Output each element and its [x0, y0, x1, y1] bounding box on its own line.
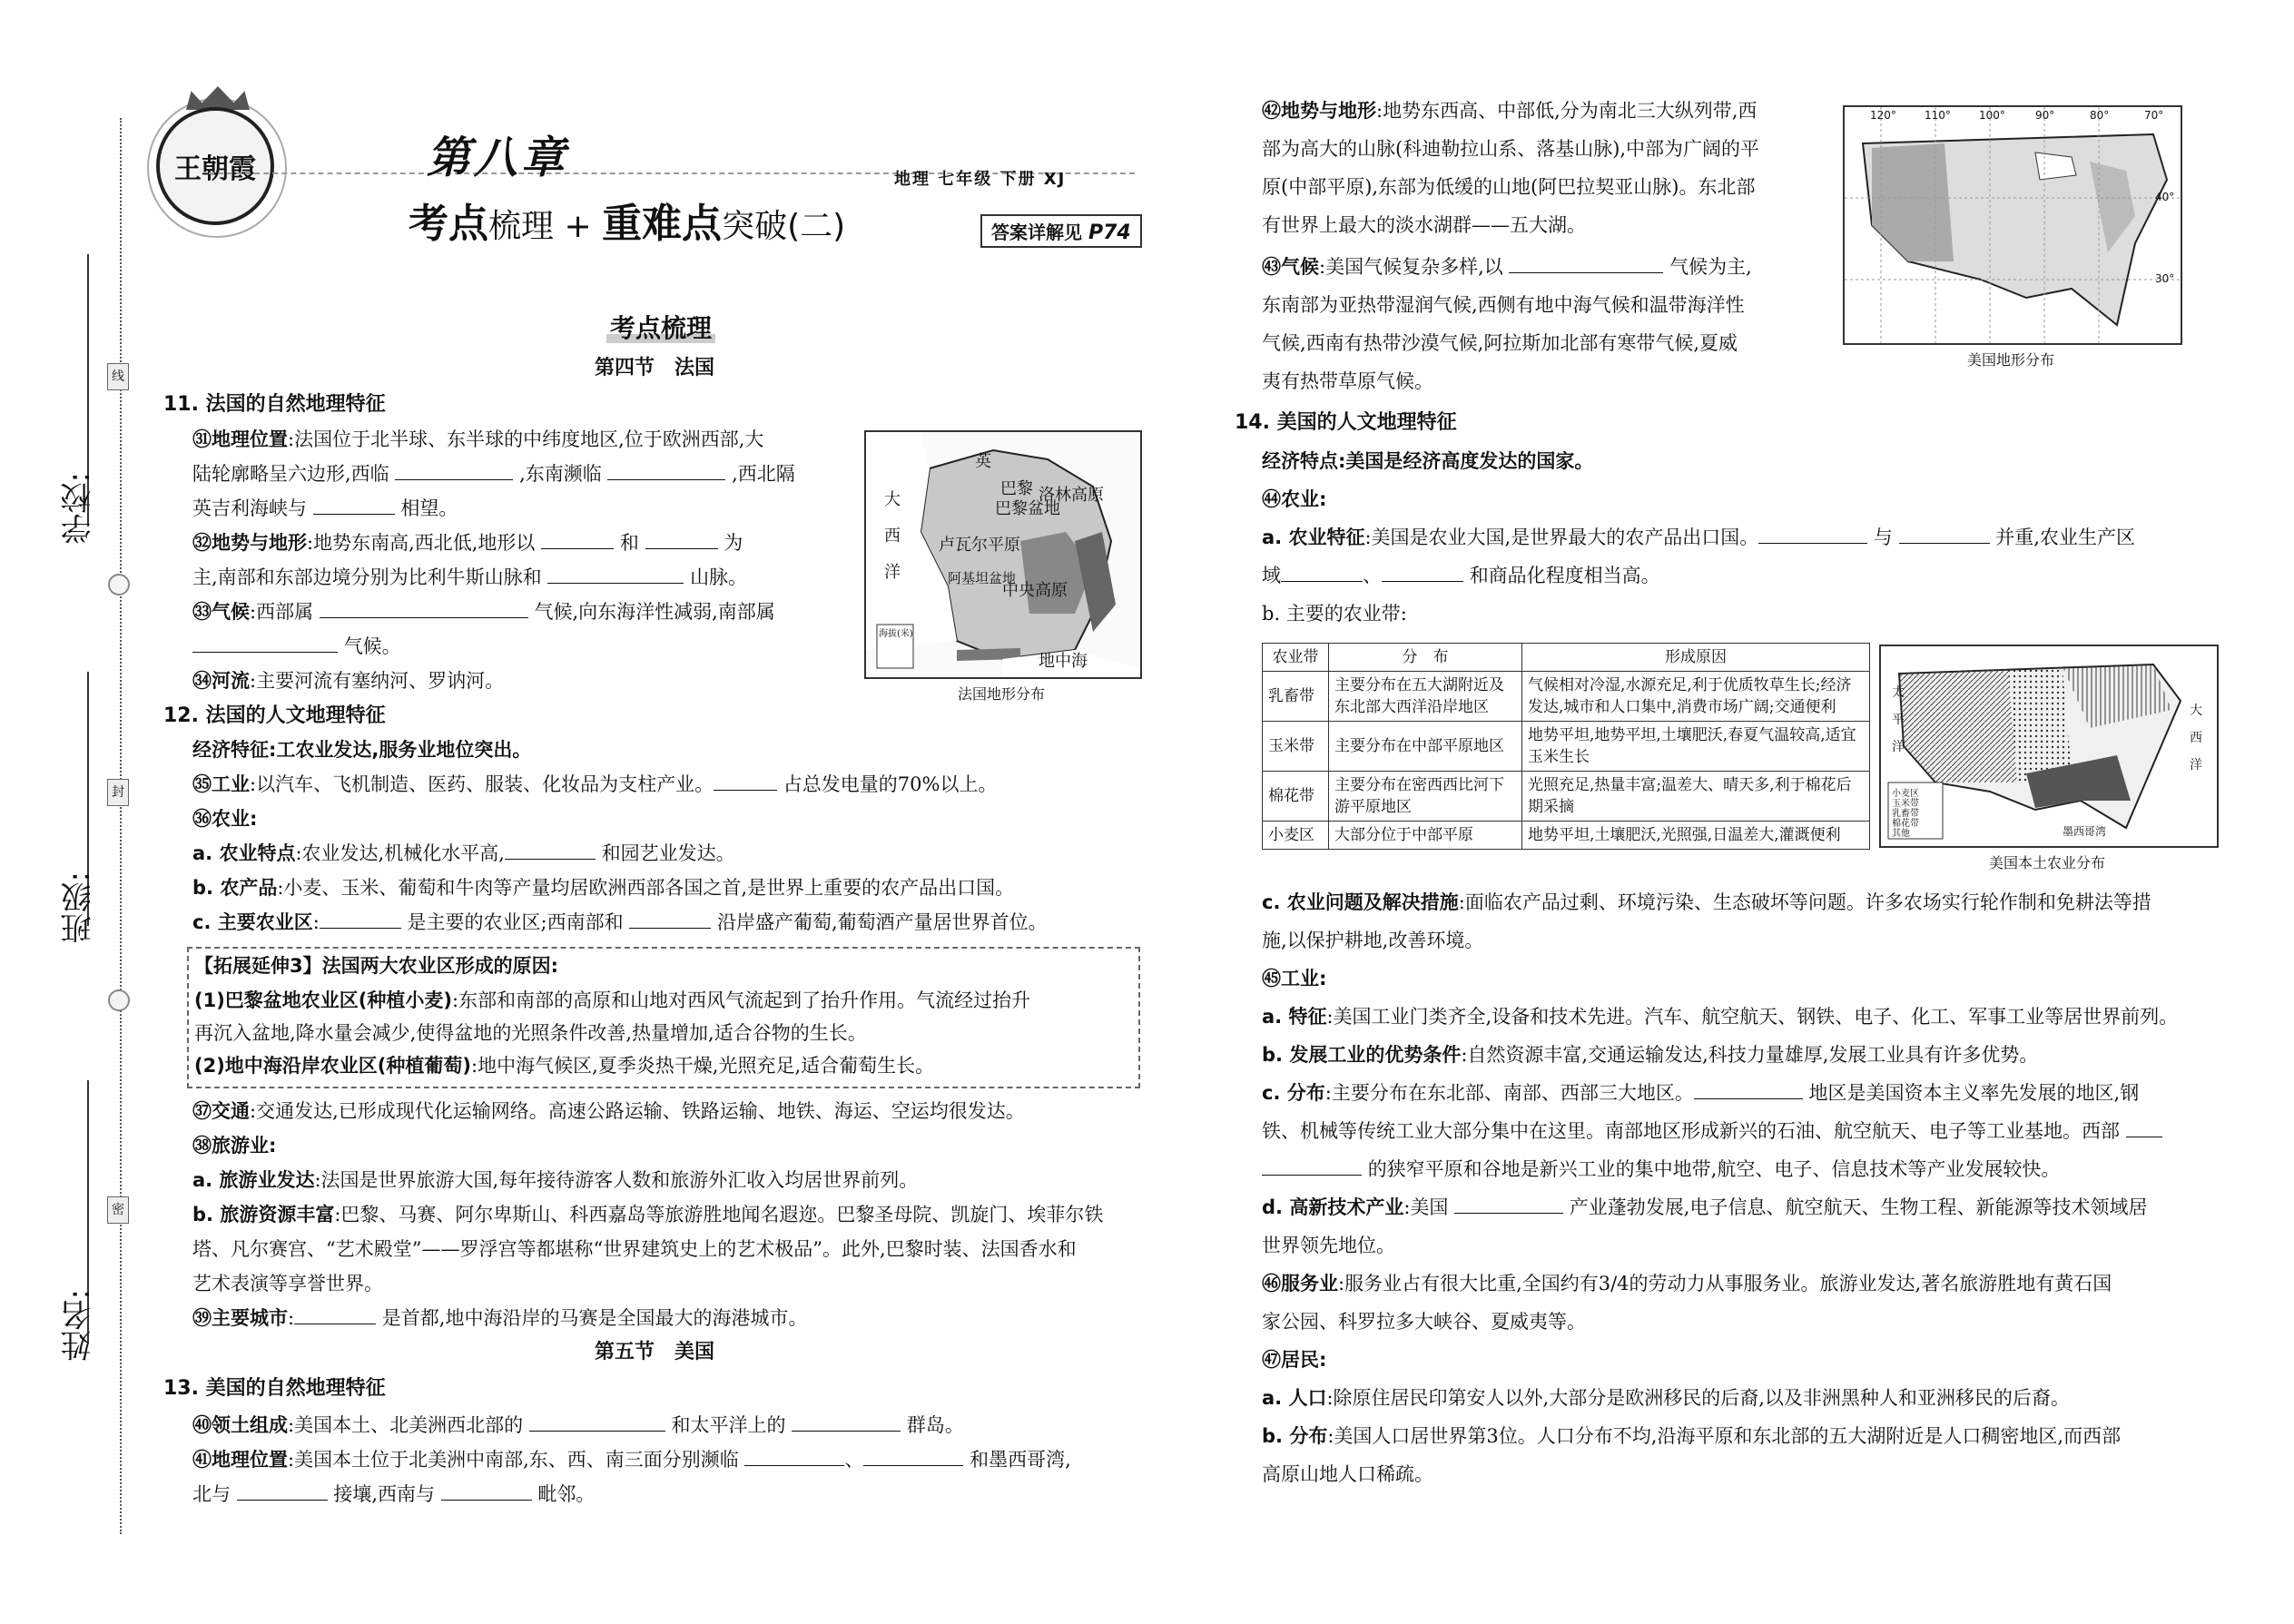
- subtitle-part: 重难点: [602, 201, 723, 247]
- text: 气候,向东海洋性减弱,南部属: [534, 601, 775, 623]
- map-legend: 小麦区: [1892, 789, 1919, 799]
- map-label: 墨西哥湾: [2063, 825, 2107, 838]
- term: c. 农业问题及解决措施: [1262, 891, 1459, 913]
- text: 沿岸盛产葡萄,葡萄酒产量居世界首位。: [716, 911, 1048, 933]
- text-line: [1262, 1042, 2038, 1068]
- term: ㊵领土组成: [192, 1414, 288, 1436]
- name-label: 姓名:: [61, 1289, 97, 1362]
- text-line: [192, 530, 743, 556]
- text: :西部属: [250, 601, 314, 623]
- text: :农业发达,机械化水平高,: [295, 842, 505, 864]
- text-line: [192, 565, 747, 590]
- map-label: 大: [884, 490, 901, 509]
- table-row: [1263, 722, 1870, 772]
- map-legend: 海拔(米): [879, 629, 913, 639]
- text-line: [192, 461, 795, 487]
- text-line: [1262, 563, 1660, 588]
- answer-blank[interactable]: [1382, 563, 1463, 582]
- answer-blank[interactable]: [1281, 563, 1363, 582]
- text-line: ㊼居民:: [1262, 1349, 1327, 1371]
- text: :美国人口居世界第3位。人口分布不均,沿海平原和东北部的五大湖附近是人口稠密地区,而西部: [1327, 1425, 2122, 1447]
- answer-blank[interactable]: [395, 461, 513, 480]
- term: ㊴主要城市: [192, 1307, 288, 1329]
- question-heading: 12. 法国的人文地理特征: [163, 704, 386, 727]
- text: :服务业占有很大比重,全国约有3/4的劳动力从事服务业。旅游业发达,著名旅游胜地有黄石国: [1338, 1273, 2112, 1294]
- text-line: [192, 1305, 807, 1331]
- text: :美国是农业大国,是世界最大的农产品出口国。: [1364, 527, 1759, 548]
- text-line: [192, 1167, 918, 1193]
- section-title: 考点梳理: [610, 309, 712, 345]
- term: a. 旅游业发达: [192, 1169, 315, 1191]
- france-terrain-map: [864, 430, 1142, 679]
- text: :: [312, 911, 320, 933]
- term: ㉟工业: [192, 773, 250, 795]
- answer-blank[interactable]: [1758, 525, 1867, 544]
- text-line: [1262, 1080, 2139, 1106]
- text: 的狭窄平原和谷地是新兴工业的集中地带,航空、电子、信息技术等产业发展较快。: [1367, 1158, 2061, 1180]
- text-line: [1262, 1195, 2147, 1220]
- answer-blank[interactable]: [645, 530, 718, 549]
- text-line: [194, 1053, 934, 1078]
- belt-distribution: 主要分布在中部平原地区: [1329, 722, 1522, 772]
- text: 和墨西哥湾,: [970, 1449, 1071, 1471]
- term: a. 农业特征: [1262, 527, 1365, 548]
- answer-blank[interactable]: [320, 910, 401, 929]
- text: :东部和南部的高原和山地对西风气流起到了抬升作用。气流经过抬升: [452, 989, 1031, 1011]
- text-line: [192, 668, 504, 694]
- text: 和太平洋上的: [671, 1414, 786, 1436]
- text: :面临农产品过剩、环境污染、生态破坏等问题。许多农场实行轮作制和免耕法等措: [1458, 891, 2151, 913]
- text: 与: [1873, 527, 1893, 548]
- term: ㊸气候: [1262, 256, 1319, 278]
- table-row: [1263, 772, 1870, 822]
- term: b. 农产品: [192, 877, 278, 899]
- answer-blank[interactable]: [547, 565, 684, 584]
- text-line: [192, 496, 458, 521]
- map-label: 西: [2190, 731, 2202, 745]
- answer-blank[interactable]: [629, 910, 711, 929]
- answer-blank[interactable]: [294, 1305, 376, 1324]
- map-label: 洋: [1892, 740, 1905, 754]
- map-label: 太: [1892, 685, 1905, 700]
- text: 山脉。: [690, 566, 748, 588]
- text: 、: [844, 1449, 864, 1471]
- term: c. 分布: [1262, 1082, 1325, 1104]
- text: 和: [619, 532, 639, 554]
- table-header: 形成原因: [1522, 644, 1870, 672]
- answer-blank[interactable]: [792, 1412, 901, 1432]
- text: :交通发达,已形成现代化运输网络。高速公路运输、铁路运输、地铁、海运、空运均很发达。: [250, 1100, 1025, 1122]
- map-label: 洋: [884, 563, 901, 582]
- class-label: 班级:: [61, 871, 97, 944]
- text: :地势东西高、中部低,分为南北三大纵列带,西: [1376, 100, 1757, 122]
- question-heading: 13. 美国的自然地理特征: [163, 1377, 386, 1400]
- term: a. 人口: [1262, 1387, 1327, 1409]
- answer-blank[interactable]: [1262, 1156, 1362, 1176]
- belt-name: 玉米带: [1263, 722, 1329, 772]
- lat-label: 30°: [2155, 272, 2175, 285]
- text: 并重,农业生产区: [1995, 527, 2135, 548]
- seal-mark-seal: 封: [107, 779, 129, 806]
- text: :法国是世界旅游大国,每年接待游客人数和旅游外汇收入均居世界前列。: [314, 1169, 919, 1191]
- map-legend: 棉花带: [1892, 819, 1919, 829]
- text: 占总发电量的70%以上。: [783, 773, 998, 795]
- term: b. 分布: [1262, 1425, 1328, 1447]
- text-line: 高原山地人口稀疏。: [1262, 1463, 1433, 1485]
- lon-label: 110°: [1925, 109, 1951, 122]
- text: ,东南濒临: [519, 463, 602, 485]
- lon-label: 120°: [1870, 109, 1896, 122]
- chapter-title: 第八章: [427, 133, 569, 183]
- text-line: 经济特征:工农业发达,服务业地位突出。: [192, 739, 532, 761]
- text-line: 再沉入盆地,降水量会减少,使得盆地的光照条件改善,热量增加,适合谷物的生长。: [194, 1022, 867, 1044]
- text: 毗邻。: [537, 1483, 596, 1505]
- text-line: 原(中部平原),东部为低缓的山地(阿巴拉契亚山脉)。东北部: [1262, 176, 1756, 198]
- text-line: [1262, 525, 2135, 550]
- text: 群岛。: [906, 1414, 964, 1436]
- text-line: 夷有热带草原气候。: [1262, 370, 1433, 392]
- text-line: [1262, 1118, 2162, 1144]
- belt-name: 小麦区: [1263, 822, 1329, 850]
- term: ㉞河流: [192, 670, 250, 692]
- text: 和园艺业发达。: [601, 842, 735, 864]
- grade-info: 地理 七年级 下册 XJ: [894, 170, 1067, 189]
- text-line: [1262, 1385, 2070, 1411]
- text: 接壤,西南与: [333, 1483, 436, 1505]
- text-line: b. 主要的农业带:: [1262, 603, 1407, 625]
- text: :法国位于北半球、东半球的中纬度地区,位于欧洲西部,大: [288, 428, 764, 450]
- text: :以汽车、飞机制造、医药、服装、化妆品为支柱产业。: [250, 773, 714, 795]
- term: ㉜地势与地形: [192, 532, 307, 554]
- text: 铁、机械等传统工业大部分集中在这里。南部地区形成新兴的石油、航空航天、电子等工业基地。西部: [1262, 1120, 2120, 1142]
- text: :美国本土、北美洲西北部的: [288, 1414, 524, 1436]
- answer-blank[interactable]: [320, 599, 528, 618]
- text-line: [192, 841, 735, 866]
- text-line: [1262, 1271, 2112, 1296]
- text-line: [1262, 1156, 2060, 1182]
- text: :美国本土位于北美洲中南部,东、西、南三面分别濒临: [288, 1449, 739, 1471]
- text: :美国气候复杂多样,以: [1319, 256, 1503, 278]
- text: 相望。: [400, 497, 458, 519]
- subtitle-part: 梳理 +: [488, 208, 603, 245]
- term: ㊲交通: [192, 1100, 250, 1122]
- answer-blank[interactable]: [505, 841, 596, 860]
- text-line: [192, 634, 401, 659]
- us-map-graphic: [1845, 107, 2181, 343]
- question-heading: 11. 法国的自然地理特征: [163, 393, 386, 416]
- text-line: 东南部为亚热带湿润气候,西侧有地中海气候和温带海洋性: [1262, 294, 1745, 316]
- extension-title: 【拓展延伸3】法国两大农业区形成的原因:: [194, 955, 559, 977]
- text-line: [1262, 1423, 2121, 1449]
- text: :美国工业门类齐全,设备和技术先进。汽车、航空航天、钢铁、电子、化工、军事工业等居世界前列。: [1326, 1006, 2179, 1028]
- subsection-title: 第四节 法国: [595, 357, 715, 379]
- text: 和商品化程度相当高。: [1469, 565, 1660, 586]
- lon-label: 80°: [2090, 109, 2110, 122]
- answer-blank[interactable]: [863, 1447, 963, 1466]
- term: a. 特征: [1262, 1006, 1327, 1028]
- text-line: ㊺工业:: [1262, 968, 1327, 989]
- text-line: 艺术表演等享誉世界。: [192, 1273, 383, 1294]
- school-label: 学校:: [61, 472, 97, 545]
- seal-mark-line: 线: [107, 363, 129, 390]
- text-line: [194, 988, 1030, 1013]
- text-line: [192, 910, 1048, 935]
- subsection-title: 第五节 美国: [595, 1341, 715, 1363]
- answer-blank[interactable]: [607, 461, 725, 480]
- text: 为: [724, 532, 743, 554]
- us-ag-map-graphic: [1881, 646, 2217, 846]
- map-label: 阿基坦盆地: [948, 570, 1017, 586]
- text: 地区是美国资本主义率先发展的地区,钢: [1808, 1082, 2140, 1104]
- term: a. 农业特点: [192, 842, 296, 864]
- text: 北与: [192, 1483, 231, 1505]
- lon-label: 90°: [2035, 109, 2055, 122]
- text: 、: [1363, 565, 1382, 586]
- text: :地中海气候区,夏季炎热干燥,光照充足,适合葡萄生长。: [471, 1055, 935, 1077]
- text-line: [192, 1412, 964, 1438]
- binding-hole: [108, 989, 130, 1011]
- subtitle-part: 考点: [409, 201, 488, 247]
- text: 陆轮廓略呈六边形,西临: [192, 463, 389, 485]
- text-line: 施,以保护耕地,改善环境。: [1262, 930, 1484, 951]
- lat-label: 40°: [2155, 191, 2175, 203]
- text: 是主要的农业区;西南部和: [407, 911, 624, 933]
- binding-strip: [0, 0, 136, 1624]
- belt-reason: 地势平坦,地势平坦,土壤肥沃,春夏气温较高,适宜玉米生长: [1522, 722, 1870, 772]
- text-line: [192, 599, 775, 625]
- map-label: 大: [2190, 704, 2202, 718]
- answer-blank[interactable]: [313, 496, 395, 515]
- table-row: [1263, 672, 1870, 722]
- seal-mark-secret: 密: [107, 1196, 129, 1224]
- term: c. 主要农业区: [192, 911, 313, 933]
- text-line: ㊹农业:: [1262, 488, 1327, 510]
- answer-blank[interactable]: [441, 1481, 532, 1501]
- belt-name: 乳畜带: [1263, 672, 1329, 722]
- us-terrain-map: [1843, 105, 2182, 345]
- text-line: [192, 1098, 1025, 1124]
- answer-page: P74: [1088, 221, 1131, 244]
- text: 英吉利海峡与: [192, 497, 307, 519]
- cut-line: [120, 118, 122, 1534]
- term: b. 发展工业的优势条件: [1262, 1044, 1462, 1066]
- text-line: 部为高大的山脉(科迪勒拉山系、落基山脉),中部为广阔的平: [1262, 138, 1760, 160]
- answer-blank[interactable]: [192, 634, 338, 653]
- term: ㊶地理位置: [192, 1449, 288, 1471]
- term: ㊷地势与地形: [1262, 100, 1376, 122]
- table-row: [1263, 822, 1870, 850]
- belt-distribution: 主要分布在密西西比河下游平原地区: [1329, 772, 1522, 822]
- text: 产业蓬勃发展,电子信息、航空航天、生物工程、新能源等技术领域居: [1569, 1196, 2148, 1218]
- answer-blank[interactable]: [1454, 1195, 1563, 1214]
- text-line: [192, 875, 1014, 901]
- belt-reason: 光照充足,热量丰富;温差大、晴天多,利于棉花后期采摘: [1522, 772, 1870, 822]
- map-caption: 美国地形分布: [1966, 351, 2054, 369]
- page-subtitle: [409, 191, 845, 249]
- term: ㉛地理位置: [192, 428, 288, 450]
- text-line: 塔、凡尔赛宫、“艺术殿堂”——罗浮宫等都堪称“世界建筑史上的艺术极品”。此外,巴黎时装、法国香水和: [192, 1238, 1077, 1260]
- map-label: 平: [1892, 713, 1905, 727]
- text: 主,南部和东部边境分别为比利牛斯山脉和: [192, 566, 542, 588]
- map-label: 西: [884, 527, 901, 546]
- text-line: [1262, 98, 1757, 123]
- text-line: [192, 1202, 1103, 1227]
- text: :小麦、玉米、葡萄和牛肉等产量均居欧洲西部各国之首,是世界上重要的农产品出口国。: [277, 877, 1015, 899]
- answer-blank[interactable]: [541, 530, 614, 549]
- text-line: 气候,西南有热带沙漠气候,阿拉斯加北部有寒带气候,夏威: [1262, 332, 1738, 354]
- text: :巴黎、马赛、阿尔卑斯山、科西嘉岛等旅游胜地闻名遐迩。巴黎圣母院、凯旋门、埃菲尔铁: [334, 1204, 1104, 1225]
- text-line: [192, 1447, 1071, 1472]
- map-label: 英: [975, 452, 991, 471]
- table-header-row: [1263, 644, 1870, 672]
- answer-blank[interactable]: [2126, 1118, 2162, 1137]
- map-label: 卢瓦尔平原: [939, 536, 1020, 555]
- map-label: 地中海: [1039, 652, 1088, 671]
- map-label: 巴黎: [1000, 479, 1033, 498]
- table-header: 分 布: [1329, 644, 1522, 672]
- text: 域: [1262, 565, 1281, 586]
- text-line: [192, 772, 997, 797]
- answer-blank[interactable]: [1899, 525, 1990, 544]
- answer-blank[interactable]: [714, 772, 777, 791]
- question-heading: 14. 美国的人文地理特征: [1235, 411, 1457, 434]
- text: :美国: [1403, 1196, 1449, 1218]
- answer-blank[interactable]: [744, 1447, 844, 1466]
- answer-blank[interactable]: [237, 1481, 328, 1501]
- subtitle-part: 突破(二): [722, 208, 846, 245]
- text-line: [192, 427, 763, 452]
- text: 是首都,地中海沿岸的马赛是全国最大的海港城市。: [381, 1307, 808, 1329]
- term: (1)巴黎盆地农业区(种植小麦): [194, 989, 453, 1011]
- text-line: [1262, 254, 1752, 280]
- text-line: [1262, 1004, 2178, 1029]
- map-label: 巴黎盆地: [995, 499, 1060, 518]
- map-legend: 玉米带: [1892, 799, 1919, 809]
- answer-blank[interactable]: [529, 1412, 665, 1432]
- us-agriculture-map: [1879, 645, 2219, 848]
- answer-blank[interactable]: [1509, 254, 1663, 273]
- map-label: 洛林高原: [1039, 486, 1104, 505]
- text: :除原住居民印第安人以外,大部分是欧洲移民的后裔,以及非洲黑种人和亚洲移民的后裔。: [1326, 1387, 2070, 1409]
- farming-belt-table: [1262, 643, 1870, 850]
- term: ㊻服务业: [1262, 1273, 1338, 1294]
- text: :自然资源丰富,交通运输发达,科技力量雄厚,发展工业具有许多优势。: [1461, 1044, 2039, 1066]
- answer-reference: [980, 214, 1142, 248]
- map-caption: 美国本土农业分布: [1988, 854, 2105, 871]
- belt-distribution: 主要分布在五大湖附近及东北部大西洋沿岸地区: [1329, 672, 1522, 722]
- belt-reason: 地势平坦,土壤肥沃,光照强,日温差大,灌溉便利: [1522, 822, 1870, 850]
- term: (2)地中海沿岸农业区(种植葡萄): [194, 1055, 472, 1077]
- term: ㉝气候: [192, 601, 250, 623]
- text-line: ㊱农业:: [192, 808, 258, 830]
- text-line: [1262, 890, 2151, 915]
- text: ,西北隔: [732, 463, 795, 485]
- text: 气候。: [343, 635, 401, 657]
- lon-label: 70°: [2144, 109, 2164, 122]
- publisher-logo: 王朝霞: [156, 107, 274, 225]
- text: :地势东南高,西北低,地形以: [307, 532, 536, 554]
- map-caption: 法国地形分布: [957, 685, 1045, 703]
- binding-hole: [108, 574, 130, 595]
- map-label: 洋: [2190, 758, 2202, 773]
- answer-prefix: 答案详解见: [991, 221, 1082, 243]
- text-line: 世界领先地位。: [1262, 1235, 1395, 1256]
- belt-distribution: 大部分位于中部平原: [1329, 822, 1522, 850]
- text-line: ㊳旅游业:: [192, 1135, 277, 1156]
- map-label: 中央高原: [1002, 581, 1068, 600]
- text-line: 有世界上最大的淡水湖群——五大湖。: [1262, 214, 1586, 236]
- term: d. 高新技术产业: [1262, 1196, 1404, 1218]
- belt-name: 棉花带: [1263, 772, 1329, 822]
- belt-reason: 气候相对冷湿,水源充足,利于优质牧草生长;经济发达,城市和人口集中,消费市场广阔;交通便利: [1522, 672, 1870, 722]
- text-line: 经济特点:美国是经济高度发达的国家。: [1262, 450, 1594, 472]
- text: :主要河流有塞纳河、罗讷河。: [250, 670, 505, 692]
- text: 气候为主,: [1669, 256, 1752, 278]
- text-line: [192, 1481, 595, 1507]
- text: :主要分布在东北部、南部、西部三大地区。: [1324, 1082, 1694, 1104]
- term: b. 旅游资源丰富: [192, 1204, 335, 1225]
- map-legend: 其他: [1892, 829, 1910, 839]
- table-header: 农业带: [1263, 644, 1329, 672]
- text-line: 家公园、科罗拉多大峡谷、夏威夷等。: [1262, 1311, 1586, 1333]
- map-legend: 乳畜带: [1892, 809, 1919, 819]
- answer-blank[interactable]: [1694, 1080, 1803, 1099]
- lon-label: 100°: [1979, 109, 2005, 122]
- text: :: [288, 1307, 295, 1329]
